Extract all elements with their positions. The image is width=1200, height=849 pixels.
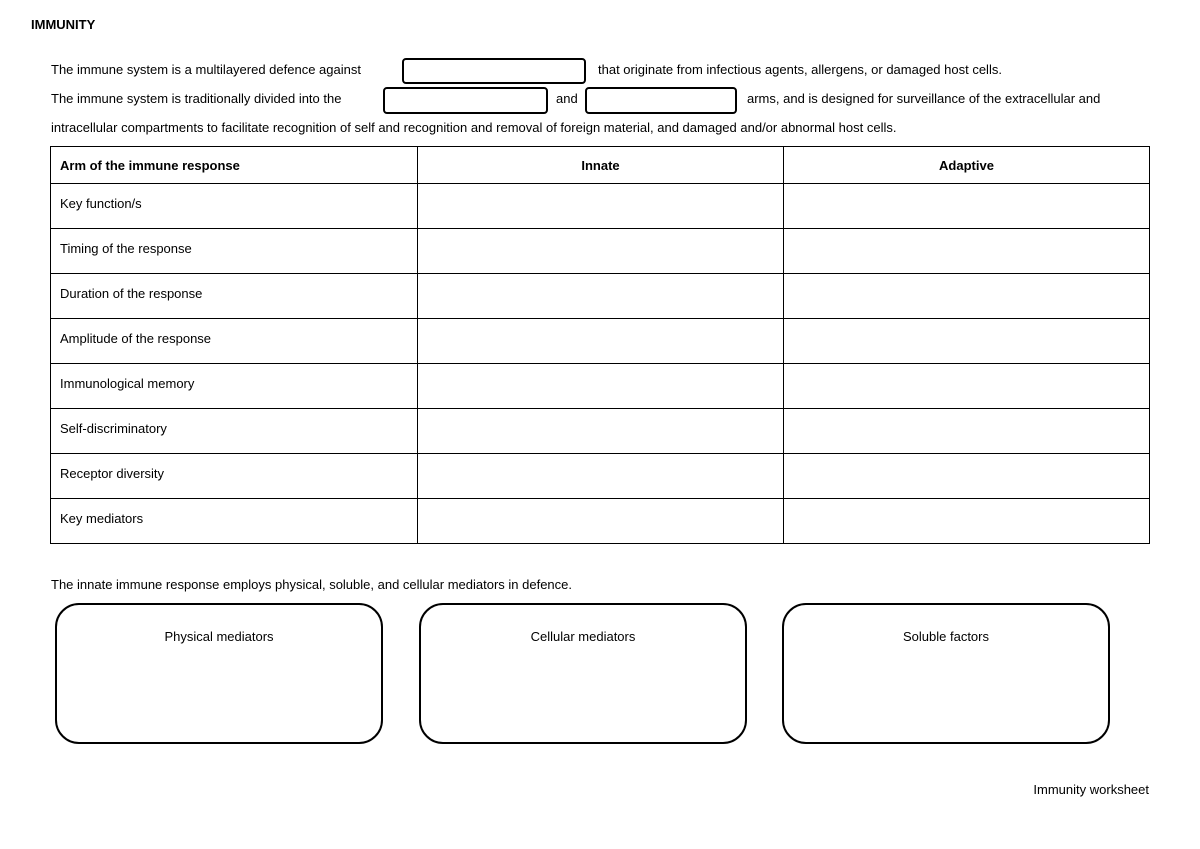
- table-row: [51, 364, 1150, 409]
- footer-label: Immunity worksheet: [1033, 782, 1149, 797]
- innate-cell[interactable]: [418, 499, 784, 544]
- physical-mediators-label: Physical mediators: [164, 629, 274, 644]
- innate-sentence: The innate immune response employs physical, soluble, and cellular mediators in defence.: [51, 577, 573, 592]
- adaptive-cell[interactable]: [784, 499, 1150, 544]
- table-header-adaptive: Adaptive: [784, 147, 1150, 184]
- blank-arm-one-field[interactable]: [383, 87, 548, 114]
- innate-cell[interactable]: [418, 184, 784, 229]
- innate-cell[interactable]: [418, 364, 784, 409]
- adaptive-cell[interactable]: [784, 454, 1150, 499]
- table-row: [51, 409, 1150, 454]
- table-header-arm: Arm of the immune response: [51, 147, 418, 184]
- innate-cell[interactable]: [418, 409, 784, 454]
- row-label: Duration of the response: [51, 274, 418, 319]
- adaptive-cell[interactable]: [784, 364, 1150, 409]
- intro-line2-before: The immune system is traditionally divided into the: [51, 91, 342, 106]
- blank-arm-two-field[interactable]: [585, 87, 737, 114]
- intro-line1-after: that originate from infectious agents, allergens, or damaged host cells.: [598, 62, 1002, 77]
- table-row: [51, 274, 1150, 319]
- table-row: [51, 499, 1150, 544]
- table-row: [51, 229, 1150, 274]
- cellular-mediators-box[interactable]: [419, 603, 747, 744]
- table-header-row: [51, 147, 1150, 184]
- adaptive-cell[interactable]: [784, 229, 1150, 274]
- intro-line3: intracellular compartments to facilitate recognition of self and recognition and removal of foreign material, and damaged and/or abnormal host cells.: [51, 120, 897, 135]
- row-label: Key mediators: [51, 499, 418, 544]
- innate-cell[interactable]: [418, 229, 784, 274]
- table-row: [51, 454, 1150, 499]
- intro-line2-and: and: [556, 91, 578, 106]
- blank-threats-field[interactable]: [402, 58, 586, 84]
- intro-line2-after: arms, and is designed for surveillance of the extracellular and: [747, 91, 1101, 106]
- row-label: Immunological memory: [51, 364, 418, 409]
- innate-cell[interactable]: [418, 319, 784, 364]
- immune-comparison-table: [50, 146, 1150, 544]
- physical-mediators-box[interactable]: [55, 603, 383, 744]
- table-row: [51, 319, 1150, 364]
- table-row: [51, 184, 1150, 229]
- soluble-factors-label: Soluble factors: [903, 629, 989, 644]
- page-title: IMMUNITY: [31, 17, 96, 32]
- adaptive-cell[interactable]: [784, 409, 1150, 454]
- row-label: Timing of the response: [51, 229, 418, 274]
- innate-cell[interactable]: [418, 454, 784, 499]
- row-label: Self-discriminatory: [51, 409, 418, 454]
- row-label: Receptor diversity: [51, 454, 418, 499]
- adaptive-cell[interactable]: [784, 319, 1150, 364]
- row-label: Amplitude of the response: [51, 319, 418, 364]
- adaptive-cell[interactable]: [784, 274, 1150, 319]
- intro-line1-before: The immune system is a multilayered defence against: [51, 62, 361, 77]
- innate-cell[interactable]: [418, 274, 784, 319]
- table-header-innate: Innate: [418, 147, 784, 184]
- soluble-factors-box[interactable]: [782, 603, 1110, 744]
- cellular-mediators-label: Cellular mediators: [530, 629, 636, 644]
- row-label: Key function/s: [51, 184, 418, 229]
- adaptive-cell[interactable]: [784, 184, 1150, 229]
